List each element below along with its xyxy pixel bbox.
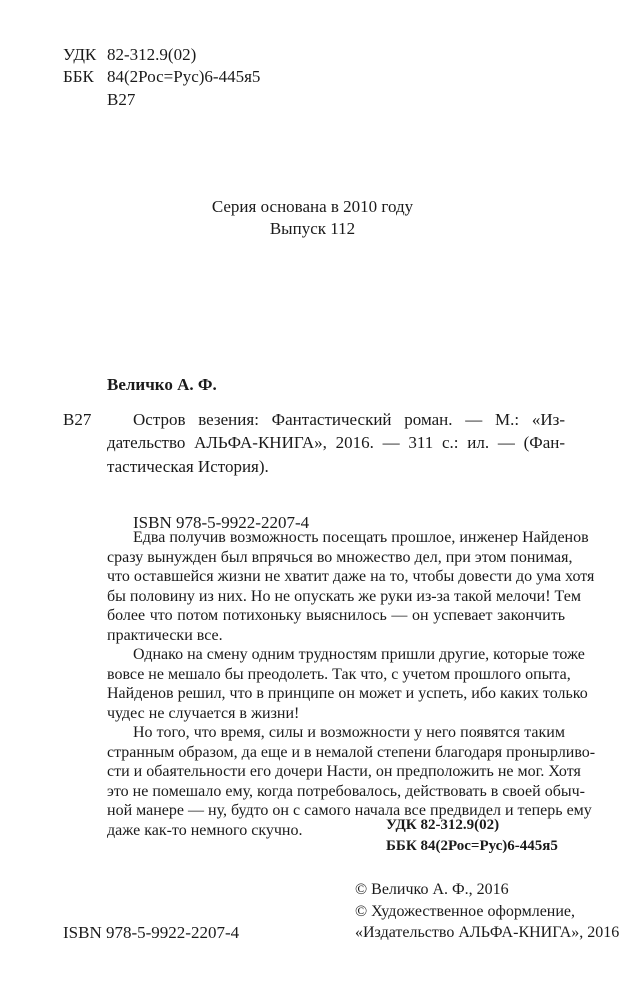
copyright-publisher: «Издательство АЛЬФА-КНИГА», 2016 xyxy=(355,924,620,941)
footer-bbk: ББК 84(2Рос=Рус)6-445я5 xyxy=(386,838,558,854)
footer-udk: УДК 82-312.9(02) xyxy=(386,817,500,833)
author: Величко А. Ф. xyxy=(107,375,217,394)
annotation-line: практически все. xyxy=(107,626,223,644)
bbk-label: ББК xyxy=(63,67,94,86)
annotation-line: Едва получив возможность посещать прошлое, инженер Найденов xyxy=(133,529,589,546)
annotation-line: более что потом потихоньку выяснилось — он успевает закончить xyxy=(107,607,565,624)
annotation-line: даже как-то немного скучно. xyxy=(107,821,303,839)
bbk-value: 84(2Рос=Рус)6-445я5 xyxy=(107,67,261,86)
annotation-line: странным образом, да еще и в немалой степени благодаря пронырливо- xyxy=(107,743,596,761)
udk-value: 82-312.9(02) xyxy=(107,45,197,64)
annotation-line: чудес не случается в жизни! xyxy=(107,704,300,722)
annotation-line: Но того, что время, силы и возможности у него появятся таким xyxy=(133,724,565,741)
annotation-line: ной манере — ну, будто он с самого начала все предвидел и теперь ему xyxy=(107,802,592,819)
copyright-design: © Художественное оформление, xyxy=(355,903,576,920)
bib-line: Остров везения: Фантастический роман. — М.: «Из- xyxy=(133,410,565,429)
annotation-line: что оставшейся жизни не хватит даже на то, чтобы довести до ума хотя xyxy=(107,568,595,585)
udk-label: УДК xyxy=(63,45,97,64)
author-code: В27 xyxy=(107,90,136,109)
bib-code: В27 xyxy=(63,410,92,429)
annotation-line: сразу вынужден был впрячься во множество дел, при этом понимая, xyxy=(107,548,573,566)
annotation-line: Найденов решил, что в принципе он может и успеть, ибо каких только xyxy=(107,685,588,702)
annotation-line: сти и обаятельности его дочери Насти, он предположить не мог. Хотя xyxy=(107,763,581,780)
copyright-author: © Величко А. Ф., 2016 xyxy=(355,881,509,898)
footer-isbn: ISBN 978-5-9922-2207-4 xyxy=(63,923,240,942)
annotation-line: это не помешало ему, когда потребовалось, действовать в своей обыч- xyxy=(107,782,585,800)
annotation-line: бы половину из них. Но не опускать же руки из-за такой мелочи! Тем xyxy=(107,587,581,605)
bib-line: тастическая История). xyxy=(107,457,269,476)
bib-line: дательство АЛЬФА-КНИГА», 2016. — 311 с.: ил. — (Фан- xyxy=(107,433,565,452)
annotation-line: Однако на смену одним трудностям пришли другие, которые тоже xyxy=(133,646,585,663)
series-founded: Серия основана в 2010 году xyxy=(211,197,414,216)
isbn: ISBN 978-5-9922-2207-4 xyxy=(133,513,310,532)
annotation-line: вовсе не мешало бы преодолеть. Так что, с учетом прошлого опыта, xyxy=(107,665,571,683)
series-issue: Выпуск 112 xyxy=(269,219,356,238)
